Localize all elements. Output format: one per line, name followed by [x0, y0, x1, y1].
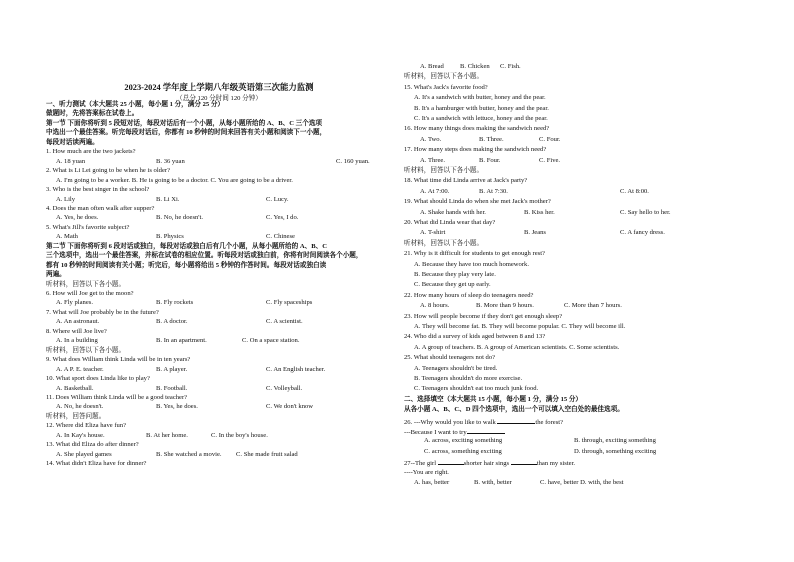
option-b: B. She watched a movie. [156, 450, 222, 458]
question-line: ----You are right. [404, 468, 449, 476]
option-b: B. A player. [156, 365, 188, 373]
question-line: B. It's a hamburger with butter, honey and the pear. [414, 104, 549, 112]
question-line: A. Because they have too much homework. [414, 260, 529, 268]
question-line: 22. How many hours of sleep do teenagers need? [404, 291, 534, 299]
question-text: the forest? [535, 418, 564, 426]
question-text: 26. ---Why would you like to walk [404, 418, 498, 426]
question-text: 27--The girl [404, 460, 438, 468]
question-line: 三个选项中，选出一个最佳答案，并标在试卷的相应位置。听每段对话或独白前，你将有时间阅读各个小题， [46, 252, 363, 260]
option-a: A. Yes, he does. [56, 214, 99, 222]
answer-blank[interactable] [438, 458, 464, 465]
exam-subtitle: （总分 120 分时间 120 分钟） [176, 95, 262, 102]
question-line: 听材料，回答以下各小题。 [46, 280, 126, 288]
option-a: A. No, he doesn't. [56, 403, 104, 411]
option-pair: B. through, exciting something [574, 437, 656, 445]
question-line: 第一节 下面你将听到 5 段短对话，每段对话后有一个小题，从每小题所给的 A、B、C 三个选项 [46, 119, 323, 127]
question-line: A. Teenagers shouldn't be tired. [414, 364, 498, 372]
question-line: 二、选择填空（本大题共 15 小题，每小题 1 分，满分 15 分） [404, 395, 583, 403]
option-a: A. Bread [420, 63, 444, 70]
option-c: C. On a space station. [242, 337, 300, 345]
option-a: A. Two. [420, 135, 442, 143]
option-a: A. An astronaut. [56, 318, 100, 326]
option-b: B. Jeans [524, 229, 546, 237]
question-line [404, 458, 575, 466]
option-a: A. Three. [420, 156, 445, 164]
question-line: 中选出一个最佳答案。听完每段对话后，你都有 10 秒钟的时间来回答有关小题和阅读下一小题， [46, 129, 327, 137]
question-line: 10. What sport does Linda like to play? [46, 375, 150, 383]
question-line: 23. How will people become if they don't get enough sleep? [404, 312, 563, 320]
question-line: 7. What will Joe probably be in the future? [46, 308, 159, 316]
question-line: C. Because they get up early. [414, 281, 491, 289]
question-line [404, 417, 563, 425]
option-c: C. A scientist. [266, 318, 303, 326]
question-line: 18. What time did Linda arrive at Jack's party? [404, 177, 528, 185]
option-c: C. She made fruit salad [236, 450, 298, 458]
question-line [404, 427, 505, 435]
option-c: C. Yes, I do. [266, 214, 299, 222]
question-line: A. A group of teachers. B. A group of American scientists. C. Some scientists. [414, 343, 620, 351]
question-line: 19. What should Linda do when she met Jack's mother? [404, 198, 551, 206]
option-c: C. Fish. [500, 63, 521, 70]
option-a: A. In a building [56, 337, 98, 345]
option-c: C. Volleyball. [266, 384, 303, 392]
exam-title: 2023-2024 学年度上学期八年级英语第三次能力监测 [124, 83, 314, 92]
option-a: A. T-shirt [420, 229, 446, 237]
option-a: A. Basketball. [56, 384, 94, 392]
option-a: A. At 7:00. [420, 187, 450, 195]
option-a: A. A P. E. teacher. [56, 365, 104, 373]
option-b: B. In an apartment. [156, 337, 207, 345]
question-line: 从各小题 A、B、C、D 四个选项中，选出一个可以填入空白处的最佳选项。 [404, 406, 624, 414]
option-b: B. A doctor. [156, 318, 188, 326]
option-b: B. Football. [156, 384, 188, 392]
option-c: C. Say hello to her. [620, 208, 671, 216]
question-line: 25. What should teenagers not do? [404, 354, 496, 362]
option-c: C. Chinese [266, 233, 295, 241]
option-c: C. Five. [539, 156, 561, 164]
option-b: B. Kiss her. [524, 208, 555, 216]
question-line: 15. What's Jack's favorite food? [404, 83, 488, 91]
question-line: 21. Why is it difficult for students to get enough rest? [404, 250, 545, 258]
option-a: A. 18 yuan [56, 157, 86, 165]
option-c: C. In the boy's house. [211, 431, 268, 439]
question-line: A. I'm going to be a worker. B. He is going to be a doctor. C. You are going to be a driver. [56, 176, 293, 184]
question-line: 听材料，回答以下各小题。 [404, 167, 484, 174]
option-pair: C. across, something exciting [424, 447, 502, 455]
option-c: C. At 8:00. [620, 187, 649, 195]
option-pair: D. through, something exciting [574, 447, 657, 455]
question-line: 16. How many things does making the sandwich need? [404, 125, 550, 133]
option-c: C. Lucy. [266, 195, 289, 203]
option-b: B. Four. [479, 156, 501, 164]
option-c: C. Four. [539, 135, 561, 143]
question-text: than my sister. [536, 460, 576, 468]
option-c: C. Fly spaceships [266, 299, 313, 307]
option-b: B. Chicken [460, 63, 490, 70]
question-line: 17. How many steps does making the sandwich need? [404, 146, 547, 154]
answer-blank[interactable] [467, 427, 505, 434]
question-line: 8. Where will Joe live? [46, 327, 107, 335]
answer-blank[interactable] [497, 417, 535, 424]
option-a: A. She played games [56, 450, 112, 458]
question-line: 2. What is Li Lei going to be when he is older? [46, 167, 171, 175]
option-a: A. 8 hours. [420, 302, 450, 310]
option-a: A. Lily [56, 195, 76, 203]
option-c: C. More than 7 hours. [564, 302, 622, 310]
option-b: B. Yes, he does. [156, 403, 198, 411]
option-c: C. have, better D. with, the best [540, 479, 624, 486]
answer-blank[interactable] [511, 458, 537, 465]
question-line: 4. Does the man often walk after supper? [46, 204, 155, 212]
option-b: B. 36 yuan [156, 157, 185, 165]
question-line: 9. What does William think Linda will be in ten years? [46, 356, 191, 364]
question-line: 都有 10 秒钟的时间阅读有关小题；听完后，每小题将给出 5 秒钟的作答时间。每段对话或独白读 [46, 261, 327, 269]
question-line: 11. Does William think Linda will be a good teacher? [46, 393, 188, 401]
question-line: 一、听力测试（本大题共 25 小题，每小题 1 分，满分 25 分） [46, 101, 225, 108]
question-line: 听材料，回答问题。 [46, 412, 106, 420]
option-a: A. Shake hands with her. [420, 208, 486, 216]
question-line: B. Teenagers shouldn't do more exercise. [414, 375, 523, 382]
option-c: C. 160 yuan. [336, 157, 370, 165]
option-a: A. has, better [414, 479, 450, 486]
question-line: 第二节 下面你将听到 6 段对话或独白，每段对话或独白后有几个小题，从每小题所给的 A、B、C [46, 242, 327, 250]
question-line: 13. What did Eliza do after dinner? [46, 441, 139, 449]
question-line: 每段对话读两遍。 [46, 138, 99, 146]
option-a: A. In Kay's house. [56, 431, 105, 439]
question-line: 12. Where did Eliza have fun? [46, 422, 127, 430]
question-line: 24. Who did a survey of kids aged between 8 and 13? [404, 333, 546, 341]
question-line: 听材料，回答以下各小题。 [46, 346, 126, 354]
option-a: A. Math [56, 233, 78, 241]
question-line: 5. What's Jill's favorite subject? [46, 223, 130, 231]
question-line: 听材料，回答以下各小题。 [404, 239, 484, 247]
option-b: B. with, better [474, 479, 512, 486]
question-line: B. Because they play very late. [414, 271, 496, 278]
option-c: C. An English teacher. [266, 365, 326, 373]
option-pair: A. across, exciting something [424, 437, 503, 445]
option-b: B. At her home. [146, 431, 188, 439]
question-line: 听材料，回答以下各小题。 [404, 73, 484, 81]
question-line: 两遍。 [46, 271, 66, 279]
question-text: shorter hair sings [463, 460, 511, 468]
question-line: C. It's a sandwich with lettuce, honey and the pear. [414, 115, 548, 122]
question-line: 1. How much are the two jackets? [46, 148, 136, 156]
option-b: B. More than 9 hours. [476, 302, 534, 310]
question-line: 20. What did Linda wear that day? [404, 219, 496, 226]
question-text: ---Because I want to try [404, 429, 467, 436]
option-b: B. At 7:30. [479, 187, 508, 195]
question-line: C. Teenagers shouldn't eat too much junk food. [414, 385, 539, 393]
option-b: B. Physics [156, 233, 184, 241]
option-c: C. A fancy dress. [620, 229, 665, 237]
option-b: B. Li Xi. [156, 195, 180, 203]
question-line: 3. Who is the best singer in the school? [46, 186, 150, 194]
question-line: A. It's a sandwich with butter, honey and the pear. [414, 94, 546, 102]
question-line: 14. What didn't Eliza have for dinner? [46, 460, 147, 468]
option-b: B. Three. [479, 135, 504, 143]
option-c: C. We don't know [266, 403, 314, 411]
option-b: B. No, he doesn't. [156, 214, 203, 222]
question-line: 做题时，先将答案标在试卷上。 [46, 110, 139, 118]
question-line: 6. How will Joe get to the moon? [46, 290, 134, 297]
option-a: A. Fly planes. [56, 299, 93, 307]
question-line: A. They will become fat. B. They will become popular. C. They will become ill. [414, 323, 626, 330]
option-b: B. Fly rockets [156, 299, 194, 307]
